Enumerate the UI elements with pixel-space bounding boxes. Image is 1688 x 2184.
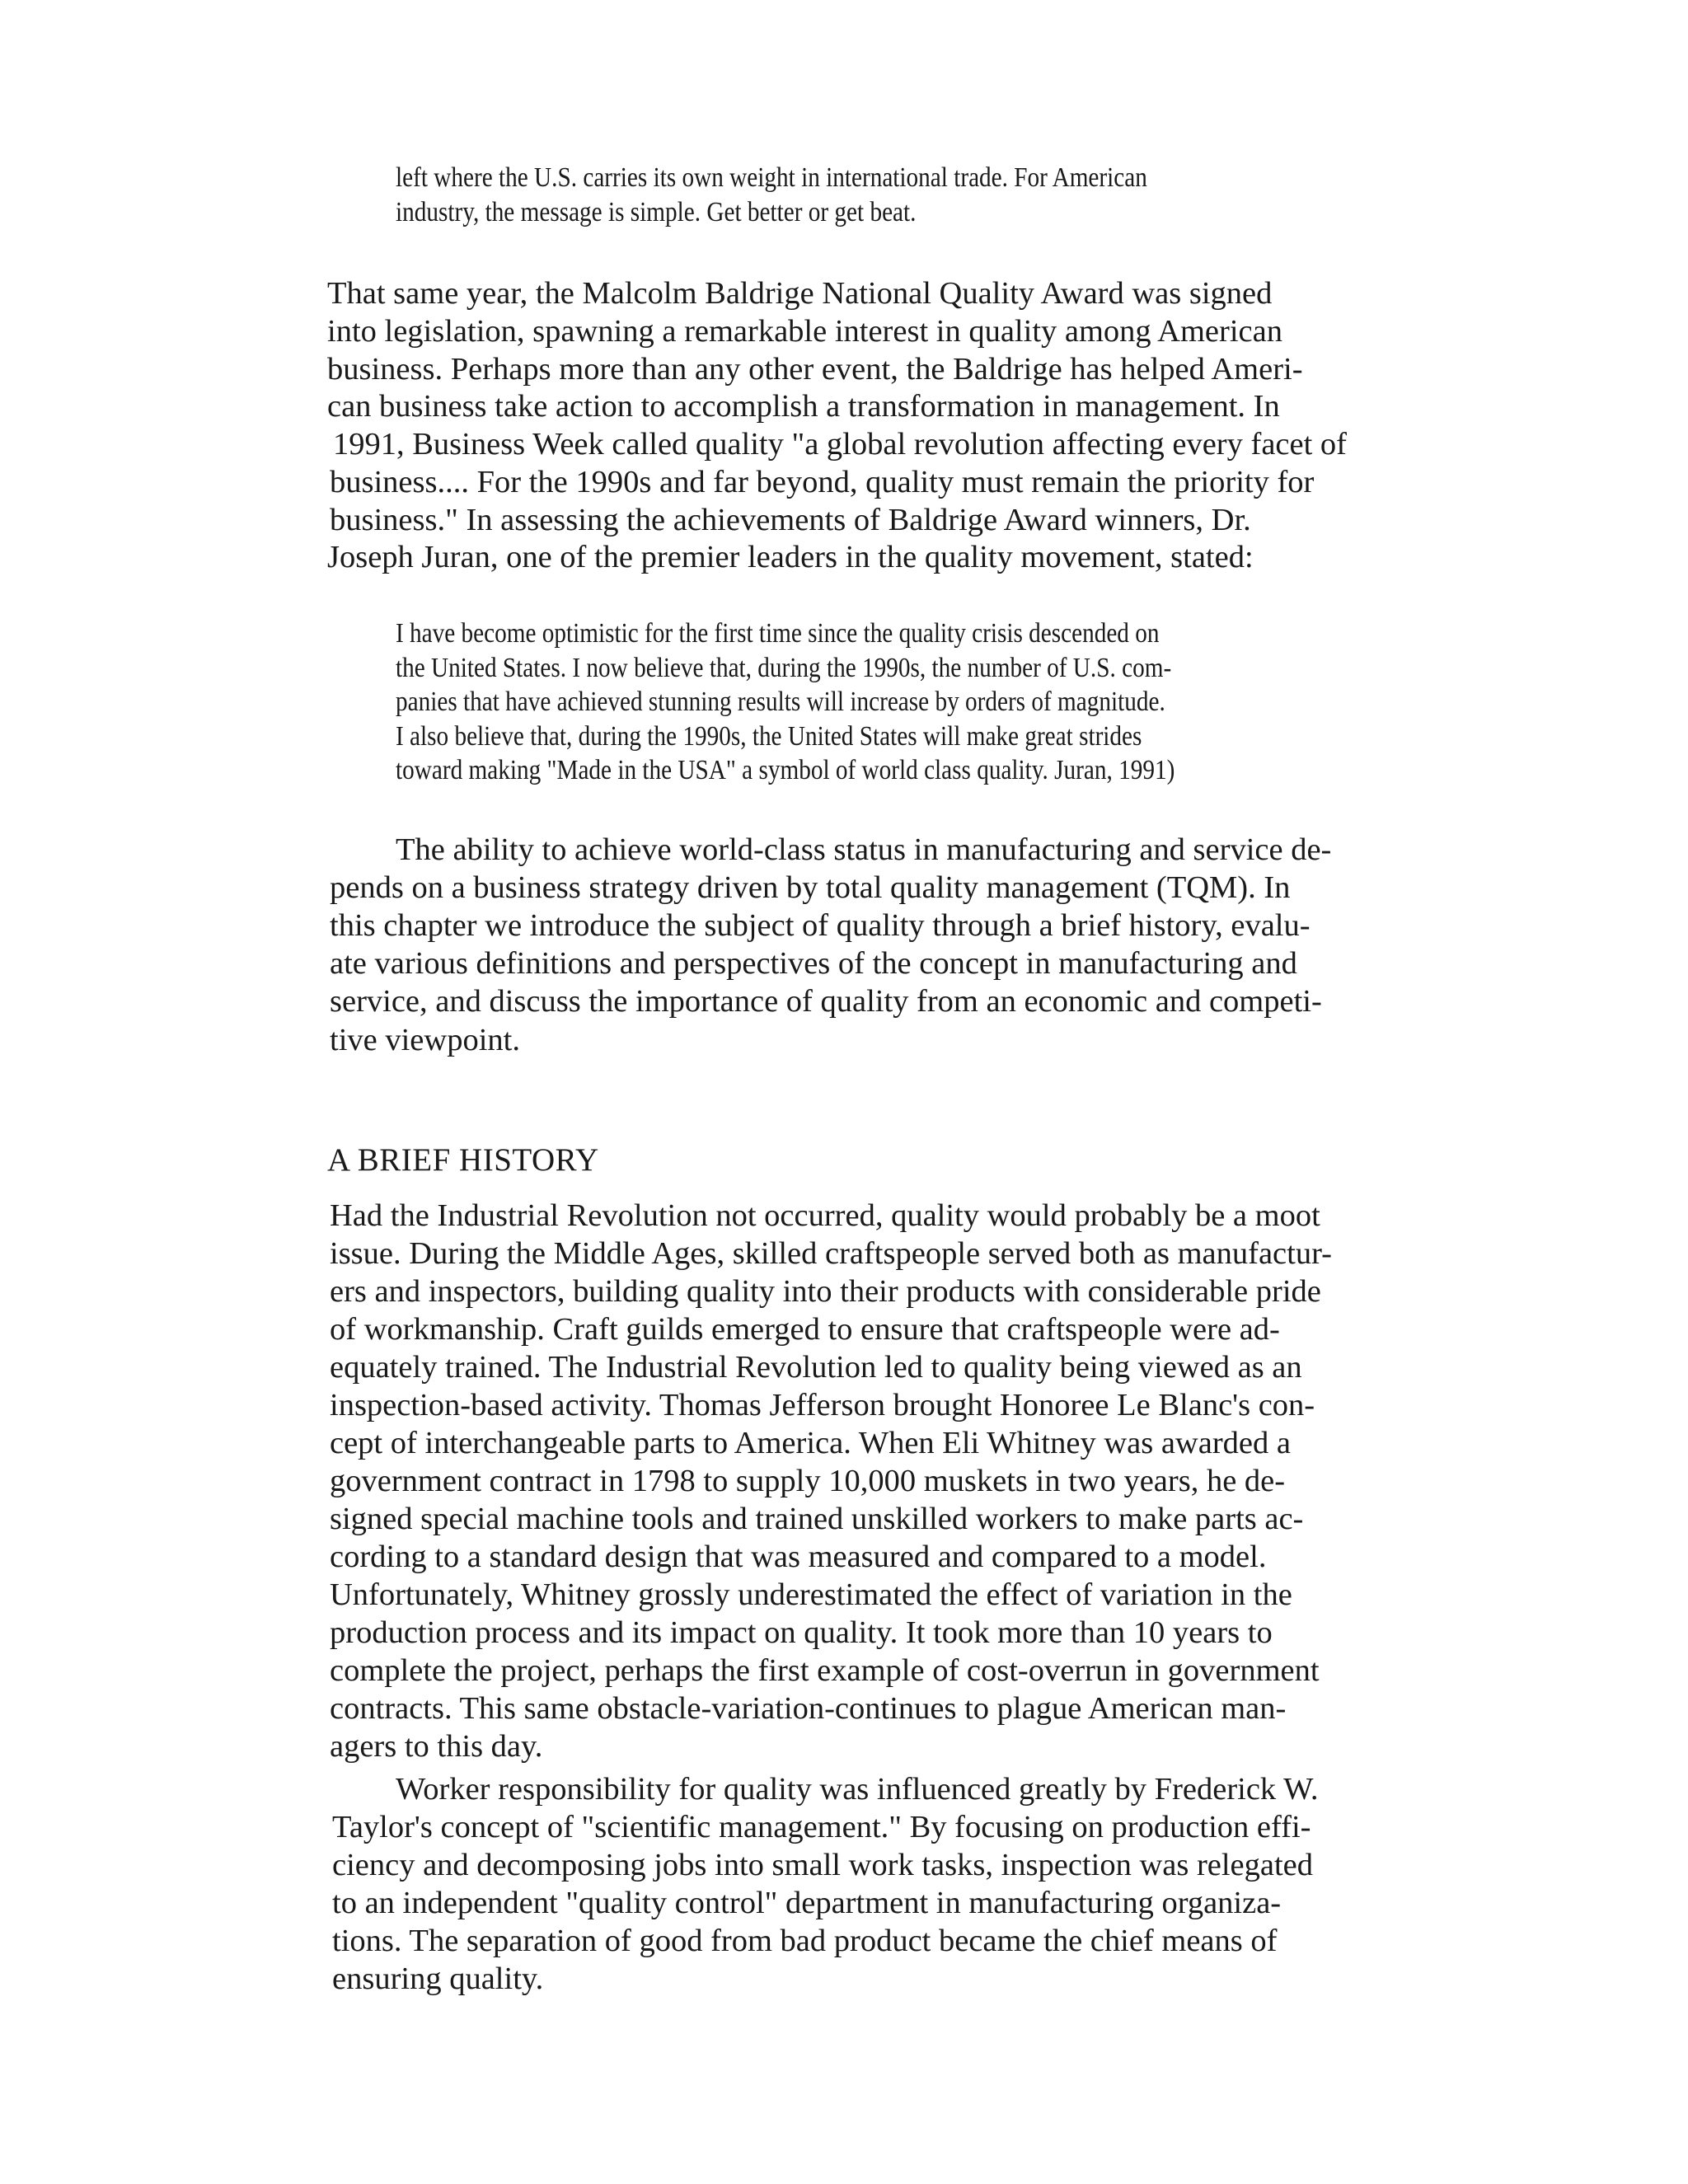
paragraph-line: ate various definitions and perspectives of the concept in manufacturing and [330, 946, 1297, 981]
paragraph-line: into legislation, spawning a remarkable interest in quality among American [327, 314, 1282, 349]
quote-line: industry, the message is simple. Get better or get beat. [396, 197, 917, 227]
paragraph-line: Had the Industrial Revolution not occurred, quality would probably be a moot [330, 1198, 1320, 1233]
paragraph-line: Taylor's concept of "scientific management." By focusing on production effi- [332, 1810, 1311, 1844]
paragraph-line: business." In assessing the achievements of Baldrige Award winners, Dr. [330, 503, 1251, 537]
paragraph-line: That same year, the Malcolm Baldrige National Quality Award was signed [327, 276, 1273, 311]
paragraph-line: production process and its impact on quality. It took more than 10 years to [330, 1615, 1273, 1650]
paragraph-line: Unfortunately, Whitney grossly underestimated the effect of variation in the [330, 1577, 1292, 1612]
quote-line: I also believe that, during the 1990s, the United States will make great strides [396, 721, 1142, 752]
paragraph-line: 1991, Business Week called quality "a global revolution affecting every facet of [333, 427, 1347, 462]
paragraph-line: ciency and decomposing jobs into small work tasks, inspection was relegated [332, 1848, 1314, 1882]
paragraph-line: contracts. This same obstacle-variation-continues to plague American man- [330, 1691, 1287, 1726]
paragraph-line: Joseph Juran, one of the premier leaders in the quality movement, stated: [327, 540, 1254, 574]
paragraph-line: inspection-based activity. Thomas Jefferson brought Honoree Le Blanc's con- [330, 1388, 1315, 1422]
paragraph-line: cept of interchangeable parts to America. When Eli Whitney was awarded a [330, 1426, 1291, 1460]
paragraph-line: Worker responsibility for quality was influenced greatly by Frederick W. [396, 1772, 1319, 1807]
section-heading: A BRIEF HISTORY [327, 1142, 599, 1178]
paragraph-line: complete the project, perhaps the first example of cost-overrun in government [330, 1653, 1320, 1688]
paragraph-line: can business take action to accomplish a transformation in management. In [327, 389, 1280, 424]
paragraph-line: agers to this day. [330, 1729, 543, 1764]
paragraph-line: signed special machine tools and trained unskilled workers to make parts ac- [330, 1502, 1304, 1536]
paragraph-line: service, and discuss the importance of quality from an economic and competi- [330, 984, 1322, 1019]
paragraph-line: this chapter we introduce the subject of quality through a brief history, evalu- [330, 908, 1311, 943]
paragraph-line: government contract in 1798 to supply 10,000 muskets in two years, he de- [330, 1464, 1286, 1498]
paragraph-line: equately trained. The Industrial Revolution led to quality being viewed as an [330, 1350, 1302, 1385]
paragraph-line: tions. The separation of good from bad product became the chief means of [332, 1924, 1278, 1958]
paragraph-line: cording to a standard design that was measured and compared to a model. [330, 1540, 1267, 1574]
paragraph-line: to an independent "quality control" department in manufacturing organiza- [332, 1886, 1282, 1920]
quote-line: the United States. I now believe that, during the 1990s, the number of U.S. com- [396, 653, 1172, 683]
paragraph-line: business.... For the 1990s and far beyond, quality must remain the priority for [330, 465, 1315, 499]
paragraph-line: ers and inspectors, building quality into their products with considerable pride [330, 1274, 1321, 1309]
quote-line: I have become optimistic for the first time since the quality crisis descended on [396, 618, 1160, 649]
quote-line: left where the U.S. carries its own weight in international trade. For American [396, 162, 1147, 193]
paragraph-line: ensuring quality. [332, 1961, 544, 1996]
paragraph-line: business. Perhaps more than any other event, the Baldrige has helped Ameri- [327, 352, 1303, 387]
paragraph-line: tive viewpoint. [330, 1023, 520, 1057]
paragraph-line: issue. During the Middle Ages, skilled craftspeople served both as manufactur- [330, 1236, 1332, 1271]
paragraph-line: The ability to achieve world-class status in manufacturing and service de- [396, 832, 1332, 867]
paragraph-line: pends on a business strategy driven by total quality management (TQM). In [330, 870, 1291, 905]
paragraph-line: of workmanship. Craft guilds emerged to ensure that craftspeople were ad- [330, 1312, 1280, 1347]
quote-line: toward making "Made in the USA" a symbol of world class quality. Juran, 1991) [396, 755, 1175, 785]
quote-line: panies that have achieved stunning results will increase by orders of magnitude. [396, 687, 1165, 717]
